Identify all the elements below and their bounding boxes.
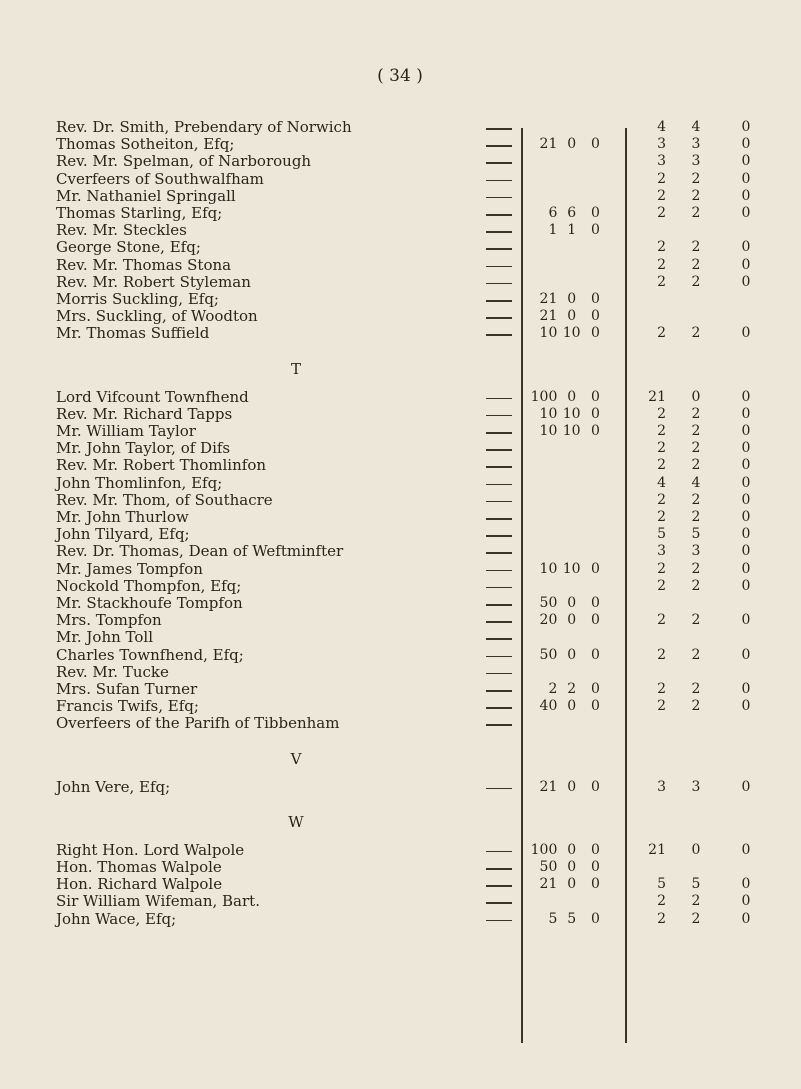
subscriber-name: Mr. John Toll [56,628,154,647]
pounds: 2 [657,273,666,290]
payment-amount [630,525,790,543]
subscriber-name: Mr. John Taylor, of Difs [56,439,231,458]
payment-amount [630,170,790,188]
pounds: 100 [530,841,558,858]
shillings: 0 [691,388,701,405]
pence: 0 [741,136,751,153]
shillings: 2 [567,681,577,697]
pence: 0 [741,187,751,204]
leader-dash [486,638,512,640]
shillings: 2 [691,681,701,697]
subscription-amount [525,388,605,406]
pounds: 21 [539,136,558,153]
subscription-amount [525,611,605,629]
pence: 0 [591,205,600,221]
leader-dash [486,266,512,268]
pence: 0 [741,119,751,135]
subscriber-name: George Stone, Efq; [56,238,201,257]
subscription-amount [525,307,605,325]
subscriber-name: Rev. Mr. Steckles [56,221,187,240]
leader-dash [486,518,512,520]
pounds: 2 [657,577,666,594]
pence: 0 [741,440,751,457]
pounds: 20 [539,612,558,629]
pounds: 21 [539,778,558,795]
shillings: 0 [567,308,577,325]
pounds: 4 [657,119,666,135]
pounds: 2 [657,910,666,927]
payment-amount [630,324,790,342]
payment-amount [630,456,790,474]
leader-dash [486,902,512,904]
subscriber-name: Rev. Dr. Smith, Prebendary of Norwich [56,118,352,136]
shillings: 2 [691,170,701,187]
pounds: 2 [657,170,666,187]
leader-dash [486,501,512,503]
shillings: 0 [567,876,577,893]
shillings: 10 [562,560,581,577]
leader-dash [486,656,512,658]
subscription-amount [525,221,605,239]
subscriber-name: Mr. Stackhoufe Tompfon [56,594,243,612]
shillings: 2 [691,239,701,256]
pounds: 2 [657,681,666,697]
subscription-amount [525,778,605,796]
leader-dash [486,552,512,554]
pence: 0 [741,560,751,577]
shillings: 0 [567,388,577,405]
leader-dash [486,398,512,400]
payment-amount [630,405,790,423]
section-letter: T [290,359,301,378]
section-letter: V [290,749,302,768]
leader-dash [486,690,512,692]
pounds: 21 [648,841,666,858]
subscription-amount [525,405,605,423]
leader-dash [486,851,512,853]
pence: 0 [741,153,751,170]
shillings: 0 [567,778,577,795]
shillings: 0 [567,612,577,629]
pounds: 21 [648,388,666,405]
leader-dash [486,145,512,147]
leader-dash [486,197,512,199]
pounds: 2 [657,325,666,342]
subscriber-name: Lord Vifcount Townfhend [56,387,249,406]
pounds: 2 [657,205,666,221]
shillings: 2 [691,560,701,577]
pence: 0 [591,388,600,405]
shillings: 0 [567,859,577,875]
subscriber-name: Rev. Mr. Spelman, of Narborough [56,152,312,171]
pounds: 2 [657,646,666,663]
subscriber-name: Rev. Mr. Thom, of Southacre [56,490,273,509]
subscription-amount [525,841,605,859]
pence: 0 [591,136,600,153]
pence: 0 [741,256,751,273]
pence: 0 [741,577,751,594]
subscriber-name: Rev. Mr. Robert Styleman [56,272,251,291]
pounds: 3 [657,543,666,560]
pence: 0 [741,474,751,491]
payment-amount [630,238,790,256]
shillings: 10 [562,405,581,422]
shillings: 0 [567,595,577,611]
subscription-amount [525,324,605,342]
leader-dash [486,128,512,130]
payment-amount [630,892,790,910]
pounds: 50 [539,595,558,611]
pence: 0 [591,560,600,577]
pounds: 2 [657,612,666,629]
pence: 0 [741,778,751,795]
pence: 0 [591,308,600,325]
pence: 0 [591,859,600,875]
pounds: 21 [539,308,558,325]
leader-dash [486,604,512,606]
subscriber-name: Rev. Mr. Robert Thomlinfon [56,456,267,475]
pence: 0 [741,526,751,543]
subscriber-name: Morris Suckling, Efq; [56,290,219,308]
pence: 0 [591,222,600,239]
pounds: 2 [657,560,666,577]
leader-dash [486,587,512,589]
subscriber-name: Thomas Sotheiton, Efq; [56,135,235,154]
leader-dash [486,334,512,336]
page-number: ( 34 ) [377,66,423,86]
subscriber-name: Mr. Thomas Suffield [56,324,210,343]
pounds: 2 [657,698,666,715]
shillings: 5 [691,876,701,893]
payment-amount [630,388,790,406]
pence: 0 [591,778,600,795]
subscriber-name: Sir William Wifeman, Bart. [56,892,260,911]
payment-amount [630,875,790,893]
pounds: 50 [539,859,558,875]
shillings: 3 [691,543,701,560]
subscription-amount [525,594,605,612]
pence: 0 [741,876,751,893]
pence: 0 [591,291,600,307]
subscriber-name: Rev. Mr. Richard Tapps [56,404,233,423]
pounds: 2 [657,440,666,457]
pence: 0 [591,876,600,893]
pence: 0 [741,170,751,187]
pounds: 10 [539,405,558,422]
subscription-amount [525,680,605,698]
pence: 0 [741,681,751,697]
subscriber-name: Mr. John Thurlow [56,508,189,526]
shillings: 2 [691,440,701,457]
payment-amount [630,491,790,509]
shillings: 0 [567,646,577,663]
pounds: 3 [657,136,666,153]
payment-amount [630,910,790,928]
leader-dash [486,466,512,468]
pence: 0 [591,698,600,715]
shillings: 0 [567,136,577,153]
subscriber-name: John Vere, Efq; [56,777,171,796]
shillings: 10 [562,325,581,342]
shillings: 4 [691,474,701,491]
pence: 0 [591,405,600,422]
shillings: 2 [691,646,701,663]
shillings: 2 [691,612,701,629]
pounds: 10 [539,325,558,342]
shillings: 2 [691,423,701,439]
subscription-amount [525,858,605,876]
leader-dash [486,231,512,233]
leader-dash [486,180,512,182]
pounds: 5 [657,876,666,893]
column-rule-right [625,128,627,1043]
pounds: 1 [548,222,558,239]
shillings: 6 [567,205,577,221]
leader-dash [486,885,512,887]
pounds: 2 [657,239,666,256]
shillings: 2 [691,577,701,594]
shillings: 2 [691,405,701,422]
pence: 0 [741,457,751,474]
pounds: 50 [539,646,558,663]
leader-dash [486,283,512,285]
subscriber-name: John Wace, Efq; [56,909,177,928]
pence: 0 [741,646,751,663]
shillings: 10 [562,423,581,439]
pounds: 3 [657,153,666,170]
pence: 0 [591,910,600,927]
pounds: 5 [548,910,558,927]
payment-amount [630,118,790,136]
pounds: 100 [530,388,558,405]
pence: 0 [741,543,751,560]
shillings: 0 [567,841,577,858]
subscriber-name: Mr. Nathaniel Springall [56,186,236,205]
shillings: 2 [691,187,701,204]
pence: 0 [741,612,751,629]
payment-amount [630,422,790,440]
payment-amount [630,560,790,578]
pence: 0 [741,698,751,715]
section-letter: W [288,812,304,831]
shillings: 2 [691,205,701,221]
pounds: 6 [548,205,558,221]
pounds: 2 [657,893,666,910]
shillings: 3 [691,136,701,153]
pounds: 3 [657,778,666,795]
subscription-amount [525,135,605,153]
shillings: 1 [567,222,577,239]
subscriber-name: John Tilyard, Efq; [56,525,190,544]
pence: 0 [741,239,751,256]
subscriber-name: Nockold Thompfon, Efq; [56,576,242,595]
subscription-amount [525,910,605,928]
pence: 0 [741,509,751,525]
subscriber-name: Cverfeers of Southwalfham [56,169,264,188]
shillings: 0 [567,698,577,715]
pounds: 2 [657,187,666,204]
subscriber-name: Mrs. Tompfon [56,611,162,630]
subscriber-name: Francis Twifs, Efq; [56,697,199,716]
pounds: 21 [539,876,558,893]
payment-amount [630,508,790,526]
subscriber-name: Hon. Richard Walpole [56,875,223,894]
leader-dash [486,449,512,451]
subscriber-name: Rev. Dr. Thomas, Dean of Weftminfter [56,542,344,561]
pounds: 21 [539,291,558,307]
subscriber-name: Mr. James Tompfon [56,559,203,578]
leader-dash [486,920,512,922]
subscription-amount [525,422,605,440]
leader-dash [486,707,512,709]
leader-dash [486,300,512,302]
pounds: 2 [657,256,666,273]
payment-amount [630,439,790,457]
subscriber-name: Rev. Mr. Tucke [56,662,169,681]
leader-dash [486,788,512,790]
payment-amount [630,697,790,715]
shillings: 2 [691,256,701,273]
pence: 0 [741,388,751,405]
column-rule-left [521,128,523,1043]
shillings: 2 [691,491,701,508]
shillings: 5 [567,910,577,927]
subscriber-name: Mrs. Sufan Turner [56,680,198,698]
payment-amount [630,646,790,664]
leader-dash [486,484,512,486]
shillings: 2 [691,509,701,525]
payment-amount [630,611,790,629]
payment-amount [630,152,790,170]
leader-dash [486,317,512,319]
shillings: 0 [691,841,701,858]
subscription-amount [525,697,605,715]
pence: 0 [741,491,751,508]
pence: 0 [741,841,751,858]
leader-dash [486,415,512,417]
subscription-amount [525,646,605,664]
payment-amount [630,474,790,492]
leader-dash [486,570,512,572]
pence: 0 [591,612,600,629]
leader-dash [486,248,512,250]
payment-amount [630,841,790,859]
subscriber-name: Thomas Starling, Efq; [56,204,223,222]
pence: 0 [741,405,751,422]
subscription-amount [525,204,605,222]
leader-dash [486,621,512,623]
pounds: 5 [657,526,666,543]
shillings: 5 [691,526,701,543]
payment-amount [630,778,790,796]
subscriber-name: Overfeers of the Parifh of Tibbenham [56,714,340,733]
leader-dash [486,868,512,870]
shillings: 3 [691,153,701,170]
shillings: 2 [691,893,701,910]
subscription-amount [525,875,605,893]
pence: 0 [741,273,751,290]
leader-dash [486,535,512,537]
payment-amount [630,187,790,205]
subscriber-name: Right Hon. Lord Walpole [56,840,245,859]
pounds: 10 [539,423,558,439]
pounds: 2 [548,681,558,697]
shillings: 2 [691,273,701,290]
pence: 0 [741,893,751,910]
pounds: 2 [657,491,666,508]
pounds: 10 [539,560,558,577]
shillings: 0 [567,291,577,307]
leader-dash [486,673,512,675]
subscriber-name: Hon. Thomas Walpole [56,858,222,876]
pence: 0 [591,423,600,439]
pence: 0 [591,841,600,858]
subscriber-name: John Thomlinfon, Efq; [56,473,223,492]
shillings: 2 [691,325,701,342]
payment-amount [630,256,790,274]
pence: 0 [591,646,600,663]
subscriber-name: Mr. William Taylor [56,422,196,440]
leader-dash [486,162,512,164]
pence: 0 [741,325,751,342]
subscription-amount [525,290,605,308]
payment-amount [630,204,790,222]
subscriber-name: Mrs. Suckling, of Woodton [56,307,258,326]
subscription-amount [525,560,605,578]
pounds: 40 [539,698,558,715]
leader-dash [486,432,512,434]
shillings: 4 [691,119,701,135]
pence: 0 [741,910,751,927]
leader-dash [486,724,512,726]
pounds: 2 [657,509,666,525]
payment-amount [630,542,790,560]
pence: 0 [741,423,751,439]
shillings: 3 [691,778,701,795]
pence: 0 [741,205,751,221]
pence: 0 [591,325,600,342]
pence: 0 [591,595,600,611]
pounds: 2 [657,457,666,474]
payment-amount [630,273,790,291]
shillings: 2 [691,698,701,715]
payment-amount [630,135,790,153]
leader-dash [486,214,512,216]
pounds: 4 [657,474,666,491]
pounds: 2 [657,423,666,439]
payment-amount [630,680,790,698]
subscriber-name: Rev. Mr. Thomas Stona [56,255,232,274]
subscriber-name: Charles Townfhend, Efq; [56,645,244,664]
pounds: 2 [657,405,666,422]
pence: 0 [591,681,600,697]
shillings: 2 [691,910,701,927]
shillings: 2 [691,457,701,474]
payment-amount [630,577,790,595]
